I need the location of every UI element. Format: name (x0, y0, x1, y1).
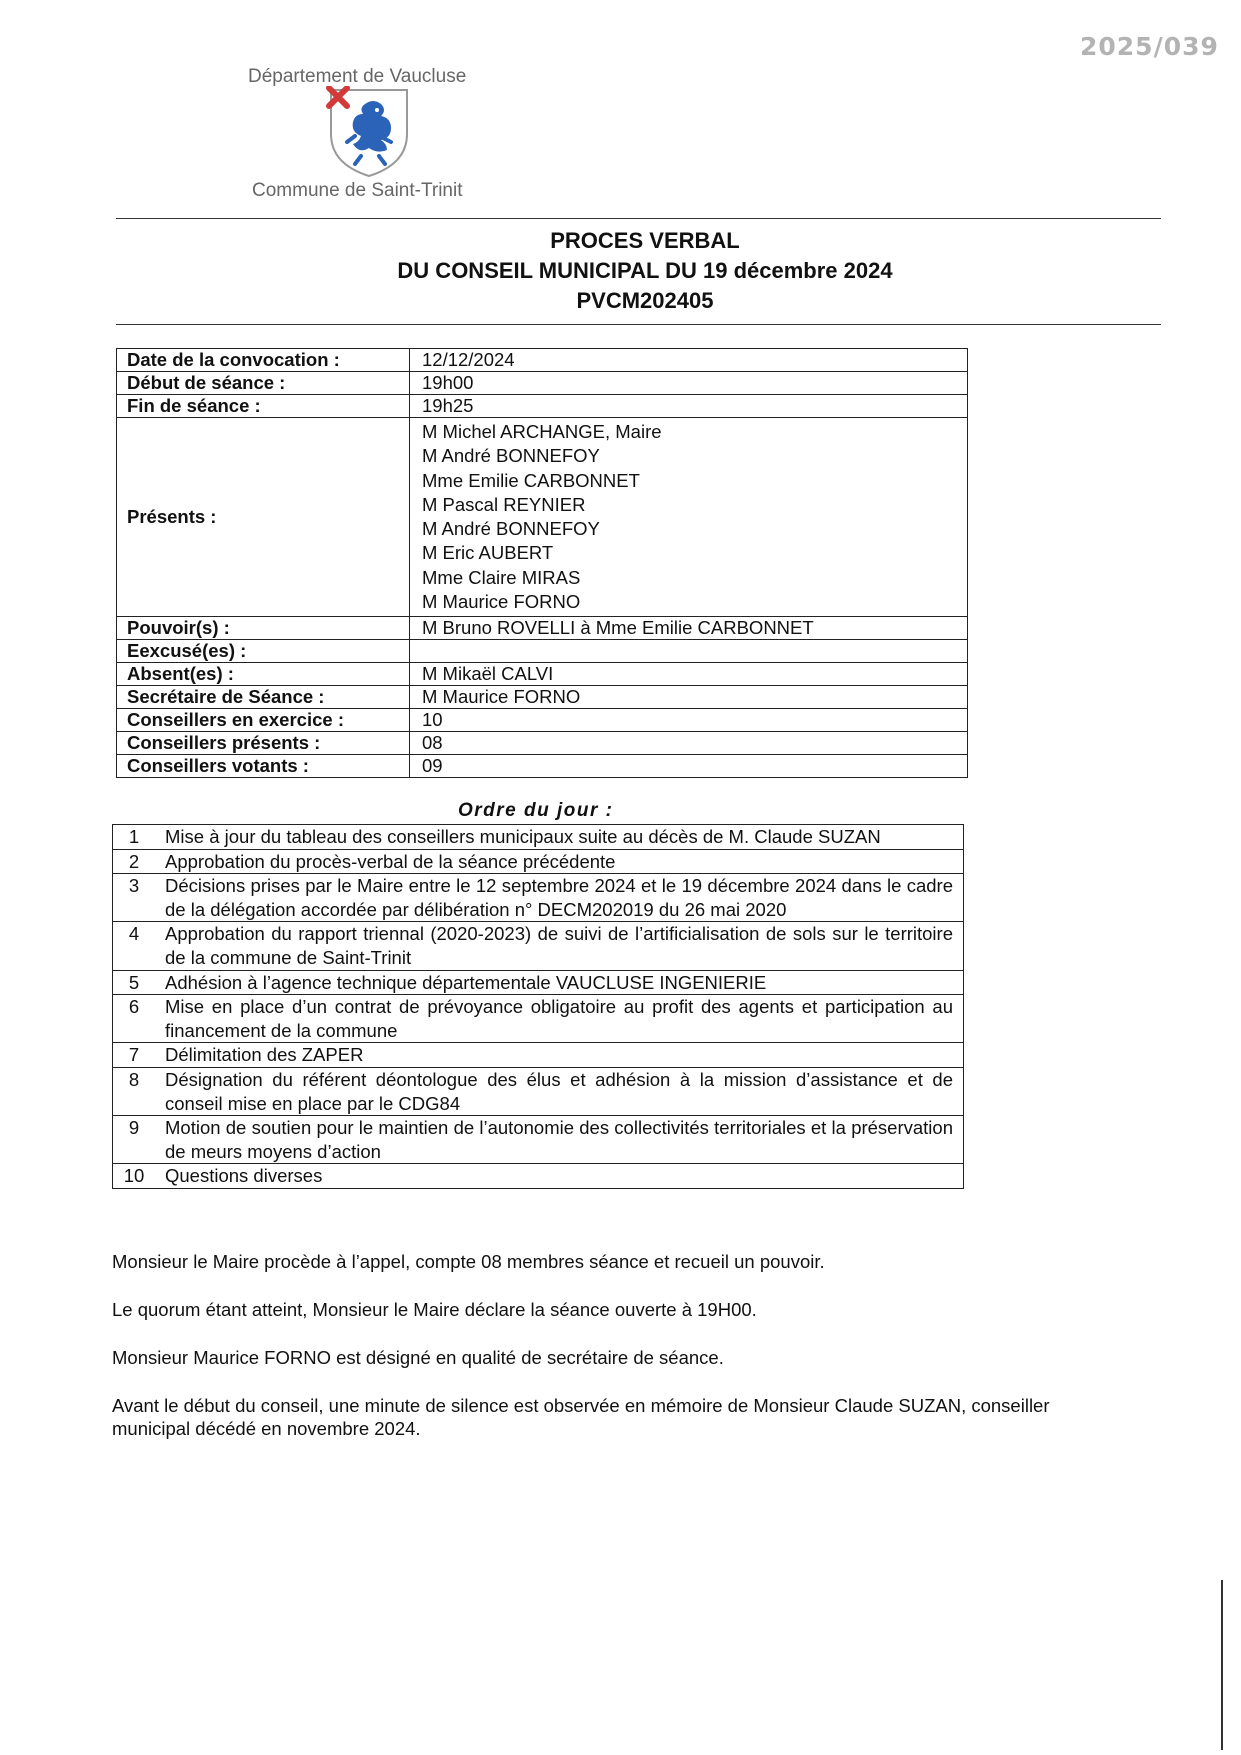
list-item: Mme Emilie CARBONNET (422, 469, 640, 491)
paragraph-secretary: Monsieur Maurice FORNO est désigné en qualité de secrétaire de séance. (112, 1347, 724, 1368)
excuses-label: Eexcusé(es) : (117, 640, 410, 663)
list-item: M André BONNEFOY (422, 445, 600, 467)
table-row (117, 663, 968, 686)
agenda-number: 7 (113, 1043, 156, 1068)
table-row (117, 709, 968, 732)
agenda-text: Délimitation des ZAPER (155, 1043, 964, 1068)
agenda-number: 10 (113, 1164, 156, 1189)
paragraph-quorum: Le quorum étant atteint, Monsieur le Maire déclare la séance ouverte à 19H00. (112, 1299, 757, 1320)
agenda-text: Approbation du procès-verbal de la séance précédente (155, 849, 964, 874)
pouvoirs-label: Pouvoir(s) : (117, 617, 410, 640)
list-item: M Michel ARCHANGE, Maire (422, 421, 662, 442)
agenda-text: Décisions prises par le Maire entre le 12 septembre 2024 et le 19 décembre 2024 dans le cadre de la délégation accordée par délibération n° DECM202019 du 26 mai 2020 (155, 874, 964, 922)
presents-label: Présents : (117, 418, 410, 617)
table-row (117, 418, 968, 617)
cpresents-label: Conseillers présents : (117, 732, 410, 755)
agenda-text: Questions diverses (155, 1164, 964, 1189)
excuses-value (410, 640, 968, 663)
table-row (113, 922, 964, 970)
debut-label: Début de séance : (117, 372, 410, 395)
agenda-number: 8 (113, 1067, 156, 1115)
pouvoirs-value: M Bruno ROVELLI à Mme Emilie CARBONNET (410, 617, 968, 640)
table-row (113, 874, 964, 922)
agenda-number: 6 (113, 995, 156, 1043)
table-row (113, 970, 964, 995)
top-divider (116, 218, 1161, 219)
debut-value: 19h00 (410, 372, 968, 395)
agenda-table (112, 824, 964, 1189)
agenda-text: Désignation du référent déontologue des élus et adhésion à la mission d’assistance et de conseil mise en place par le CDG84 (155, 1067, 964, 1115)
table-row (113, 1067, 964, 1115)
scan-margin-line (1221, 1580, 1223, 1750)
session-info-table (116, 348, 968, 778)
fin-value: 19h25 (410, 395, 968, 418)
agenda-text: Mise à jour du tableau des conseillers municipaux suite au décès de M. Claude SUZAN (155, 825, 964, 850)
agenda-number: 3 (113, 874, 156, 922)
cpresents-value: 08 (410, 732, 968, 755)
document-reference: 2025/039 (1080, 32, 1219, 61)
agenda-number: 2 (113, 849, 156, 874)
votants-label: Conseillers votants : (117, 755, 410, 778)
agenda-number: 4 (113, 922, 156, 970)
table-row (113, 825, 964, 850)
exercice-label: Conseillers en exercice : (117, 709, 410, 732)
absents-value: M Mikaël CALVI (410, 663, 968, 686)
votants-value: 09 (410, 755, 968, 778)
table-row (113, 995, 964, 1043)
title-line-3: PVCM202405 (576, 288, 714, 313)
department-name: Département de Vaucluse (248, 66, 467, 87)
paragraph-roll-call: Monsieur le Maire procède à l’appel, compte 08 membres séance et recueil un pouvoir. (112, 1251, 825, 1272)
table-row (117, 372, 968, 395)
agenda-number: 5 (113, 970, 156, 995)
table-row (117, 640, 968, 663)
agenda-text: Mise en place d’un contrat de prévoyance obligatoire au profit des agents et participation au financement de la commune (155, 995, 964, 1043)
list-item: M Pascal REYNIER (422, 493, 586, 515)
agenda-number: 1 (113, 825, 156, 850)
agenda-text: Approbation du rapport triennal (2020-2023) de suivi de l’artificialisation de sols sur le territoire de la commune de Saint-Trinit (155, 922, 964, 970)
table-row (117, 395, 968, 418)
list-item: M Eric AUBERT (422, 542, 554, 564)
convocation-value: 12/12/2024 (410, 349, 968, 372)
secretaire-value: M Maurice FORNO (410, 686, 968, 709)
table-row (117, 755, 968, 778)
agenda-title: Ordre du jour : (458, 800, 614, 821)
table-row (113, 849, 964, 874)
table-row (117, 349, 968, 372)
agenda-text: Adhésion à l’agence technique départementale VAUCLUSE INGENIERIE (155, 970, 964, 995)
list-item: M Maurice FORNO (422, 591, 581, 613)
agenda-text: Motion de soutien pour le maintien de l’autonomie des collectivités territoriales et la préservation de meurs moyens d’action (155, 1116, 964, 1164)
coat-of-arms-icon (325, 86, 413, 178)
commune-name: Commune de Saint-Trinit (252, 180, 463, 201)
table-row (117, 732, 968, 755)
table-row (113, 1164, 964, 1189)
fin-label: Fin de séance : (117, 395, 410, 418)
exercice-value: 10 (410, 709, 968, 732)
table-row (117, 686, 968, 709)
title-line-2: DU CONSEIL MUNICIPAL DU 19 décembre 2024 (397, 258, 893, 283)
presents-list (410, 418, 968, 617)
table-row (113, 1116, 964, 1164)
agenda-number: 9 (113, 1116, 156, 1164)
list-item: M André BONNEFOY (422, 518, 600, 540)
paragraph-minute-silence: Avant le début du conseil, une minute de silence est observée en mémoire de Monsieur Claude SUZAN, conseiller municipal décédé en novembre 2024. (112, 1395, 1050, 1439)
document-title (0, 226, 1241, 316)
title-divider (116, 324, 1161, 325)
absents-label: Absent(es) : (117, 663, 410, 686)
convocation-label: Date de la convocation : (117, 349, 410, 372)
list-item: Mme Claire MIRAS (422, 566, 581, 588)
secretaire-label: Secrétaire de Séance : (117, 686, 410, 709)
table-row (117, 617, 968, 640)
title-line-1: PROCES VERBAL (550, 228, 740, 253)
table-row (113, 1043, 964, 1068)
